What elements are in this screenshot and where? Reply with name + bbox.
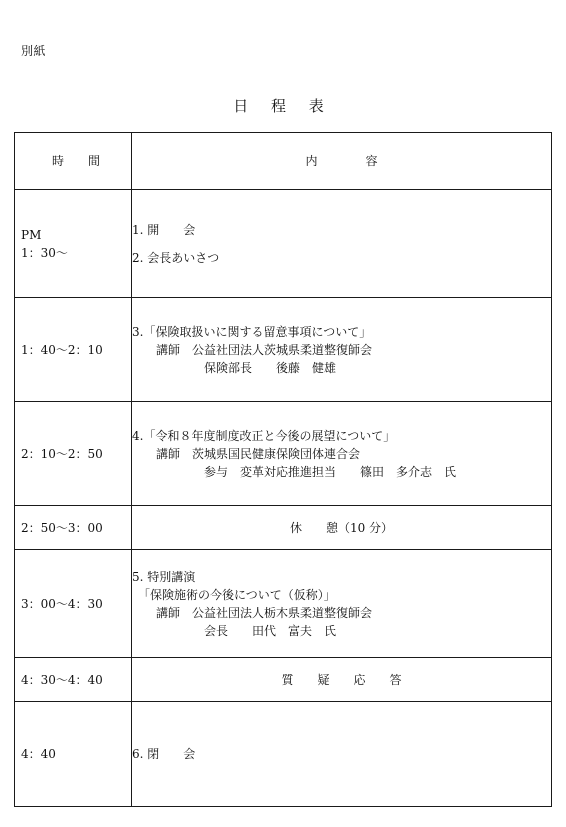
row-content <box>132 402 552 506</box>
time-line: 2：50〜3：00 <box>21 520 103 535</box>
content-line: 1. 開 会 <box>132 222 196 237</box>
content-line: 3.「保険取扱いに関する留意事項について」 <box>132 324 372 339</box>
row-content-break: 休 憩（10 分） <box>132 506 552 550</box>
row-content <box>132 550 552 658</box>
content-line: 保険部長 後藤 健雄 <box>132 360 337 375</box>
time-line: 1：40〜2：10 <box>21 342 103 357</box>
row-time <box>15 298 132 402</box>
schedule-table <box>14 132 552 807</box>
table-row <box>15 190 552 298</box>
time-line: PM <box>21 227 42 242</box>
row-content <box>132 298 552 402</box>
table-row <box>15 506 552 550</box>
table-row <box>15 298 552 402</box>
table-row <box>15 550 552 658</box>
row-time <box>15 550 132 658</box>
row-time <box>15 190 132 298</box>
time-line: 3：00〜4：30 <box>21 596 103 611</box>
row-content <box>132 702 552 807</box>
time-line: 4：30〜4：40 <box>21 672 103 687</box>
time-line: 1：30〜 <box>21 245 68 260</box>
table-header-row <box>15 133 552 190</box>
time-line: 2：10〜2：50 <box>21 446 103 461</box>
row-time <box>15 702 132 807</box>
content-line: 参与 変革対応推進担当 篠田 多介志 氏 <box>132 464 457 479</box>
table-row <box>15 658 552 702</box>
row-time <box>15 658 132 702</box>
row-time <box>15 506 132 550</box>
time-line: 4：40 <box>21 747 56 761</box>
header-content: 内 容 <box>132 133 552 190</box>
content-line: 講師 茨城県国民健康保険団体連合会 <box>132 446 361 461</box>
row-time <box>15 402 132 506</box>
content-line: 6. 閉 会 <box>132 747 196 761</box>
content-line: 会長 田代 富夫 氏 <box>132 623 337 638</box>
row-content <box>132 190 552 298</box>
table-row <box>15 402 552 506</box>
row-content-qa: 質 疑 応 答 <box>132 658 552 702</box>
content-line: 2. 会長あいさつ <box>132 250 220 265</box>
content-line: 5. 特別講演 <box>132 569 196 584</box>
page-title: 日 程 表 <box>233 97 333 115</box>
content-line: 「保険施術の今後について（仮称）」 <box>132 587 336 602</box>
content-line: 講師 公益社団法人栃木県柔道整復師会 <box>132 605 373 620</box>
content-line: 講師 公益社団法人茨城県柔道整復師会 <box>132 342 373 357</box>
header-time: 時 間 <box>15 133 132 190</box>
table-row <box>15 702 552 807</box>
content-line: 4.「令和８年度制度改正と今後の展望について」 <box>132 428 396 443</box>
annex-label: 別紙 <box>21 44 47 58</box>
